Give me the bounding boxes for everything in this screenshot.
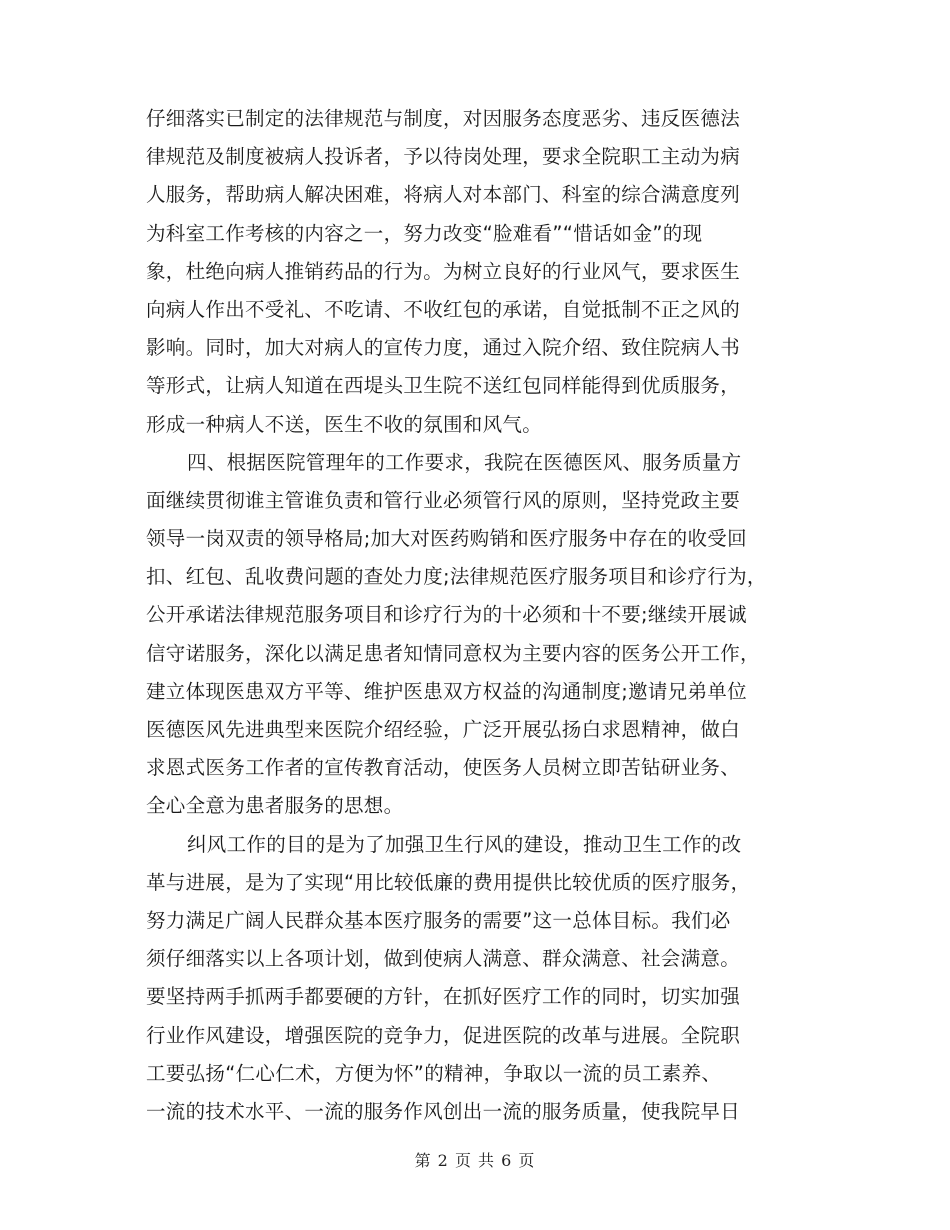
text-line: 影响。同时，加大对病人的宣传力度，通过入院介绍、致住院病人书 (146, 336, 741, 360)
text-line: 行业作风建设，增强医院的竞争力，促进医院的改革与进展。全院职 (146, 1023, 741, 1047)
text-line: 一流的技术水平、一流的服务作风创出一流的服务质量，使我院早日 (146, 1099, 741, 1123)
text-line: 等形式，让病人知道在西堤头卫生院不送红包同样能得到优质服务， (146, 374, 741, 398)
text-line: 信守诺服务，深化以满足患者知情同意权为主要内容的医务公开工作， (146, 641, 760, 665)
text-line: 领导一岗双责的领导格局;加大对医药购销和医疗服务中存在的收受回 (146, 527, 747, 551)
text-line: 建立体现医患双方平等、维护医患双方权益的沟通制度;邀请兄弟单位 (146, 679, 747, 703)
document-body (146, 100, 826, 1131)
page-number-footer: 第 2 页 共 6 页 (414, 1151, 536, 1170)
text-line: 仔细落实已制定的法律规范与制度，对因服务态度恶劣、违反医德法 (146, 107, 741, 130)
text-line: 律规范及制度被病人投诉者，予以待岗处理，要求全院职工主动为病 (146, 145, 741, 169)
text-line: 为科室工作考核的内容之一，努力改变“脸难看”“惜话如金”的现 (146, 221, 703, 245)
text-line: 要坚持两手抓两手都要硬的方针，在抓好医疗工作的同时，切实加强 (146, 985, 741, 1009)
text-line: 医德医风先进典型来医院介绍经验，广泛开展弘扬白求恩精神，做白 (146, 718, 741, 741)
text-line: 公开承诺法律规范服务项目和诊疗行为的十必须和十不要;继续开展诚 (146, 603, 747, 627)
text-line: 革与进展，是为了实现“用比较低廉的费用提供比较优质的医疗服务， (146, 870, 751, 894)
text-line: 努力满足广阔人民群众基本医疗服务的需要”这一总体目标。我们必 (146, 908, 731, 932)
text-line: 面继续贯彻谁主管谁负责和管行业必须管行风的原则，坚持党政主要 (146, 488, 741, 512)
text-line: 工要弘扬“仁心仁术，方便为怀”的精神，争取以一流的员工素养、 (146, 1061, 722, 1085)
text-line: 全心全意为患者服务的思想。 (146, 794, 404, 818)
text-line: 纠风工作的目的是为了加强卫生行风的建设，推动卫生工作的改 (187, 832, 742, 856)
text-line: 求恩式医务工作者的宣传教育活动，使医务人员树立即苦钻研业务、 (146, 756, 741, 780)
text-line: 形成一种病人不送，医生不收的氛围和风气。 (146, 412, 543, 436)
text-line: 向病人作出不受礼、不吃请、不收红包的承诺，自觉抵制不正之风的 (146, 297, 741, 321)
text-line: 象，杜绝向病人推销药品的行为。为树立良好的行业风气，要求医生 (146, 259, 741, 283)
text-line: 须仔细落实以上各项计划，做到使病人满意、群众满意、社会满意。 (146, 947, 741, 971)
text-line: 扣、红包、乱收费问题的查处力度;法律规范医疗服务项目和诊疗行为， (146, 565, 767, 589)
text-line: 四、根据医院管理年的工作要求，我院在医德医风、服务质量方 (187, 450, 742, 474)
text-line: 人服务，帮助病人解决困难，将病人对本部门、科室的综合满意度列 (146, 183, 741, 207)
